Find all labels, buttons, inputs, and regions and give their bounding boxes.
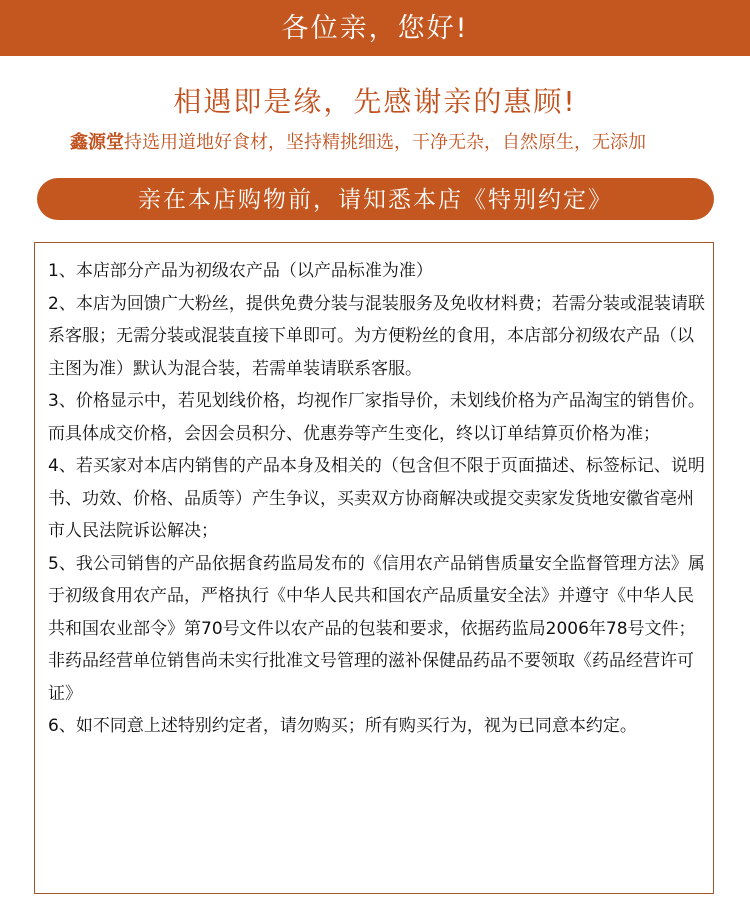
brand-tagline (70, 128, 740, 154)
term-item-6: 6、如不同意上述特别约定者，请勿购买；所有购买行为，视为已同意本约定。 (48, 716, 637, 736)
terms-list (48, 255, 708, 743)
term-item-5: 5、我公司销售的产品依据食药监局发布的《信用农产品销售质量安全监督管理方法》属于初级食用农产品，严格执行《中华人民共和国农产品质量安全法》并遵守《中华人民共和国农业部令》第70号文件以农产品的包装和要求，依据药监局2006年78号文件；非药品经营单位销售尚未实行批准文号管理的滋补保健品药品不要领取《药品经营许可证》 (48, 553, 705, 704)
term-item-2: 2、本店为回馈广大粉丝，提供免费分装与混装服务及免收材料费；若需分装或混装请联系客服；无需分装或混装直接下单即可。为方便粉丝的食用，本店部分初级农产品（以主图为准）默认为混合装，若需单装请联系客服。 (48, 293, 705, 379)
banner-title: 各位亲，您好! (281, 13, 469, 44)
brand-tagline-text: 持选用道地好食材，坚持精挑细选，干净无杂，自然原生，无添加 (124, 132, 646, 153)
term-item-3: 3、价格显示中，若见划线价格，均视作厂家指导价，未划线价格为产品淘宝的销售价。而具体成交价格，会因会员积分、优惠券等产生变化，终以订单结算页价格为准； (48, 391, 705, 444)
brand-name: 鑫源堂 (70, 132, 124, 153)
notice-banner (37, 178, 714, 220)
top-banner (0, 0, 750, 56)
term-item-4: 4、若买家对本店内销售的产品本身及相关的（包含但不限于页面描述、标签标记、说明书、功效、价格、品质等）产生争议，买卖双方协商解决或提交卖家发货地安徽省亳州市人民法院诉讼解决； (48, 456, 705, 541)
greeting-heading: 相遇即是缘，先感谢亲的惠顾! (173, 85, 577, 118)
notice-title: 亲在本店购物前，请知悉本店《特别约定》 (138, 187, 613, 213)
term-item-1: 1、本店部分产品为初级农产品（以产品标准为准） (48, 261, 433, 281)
